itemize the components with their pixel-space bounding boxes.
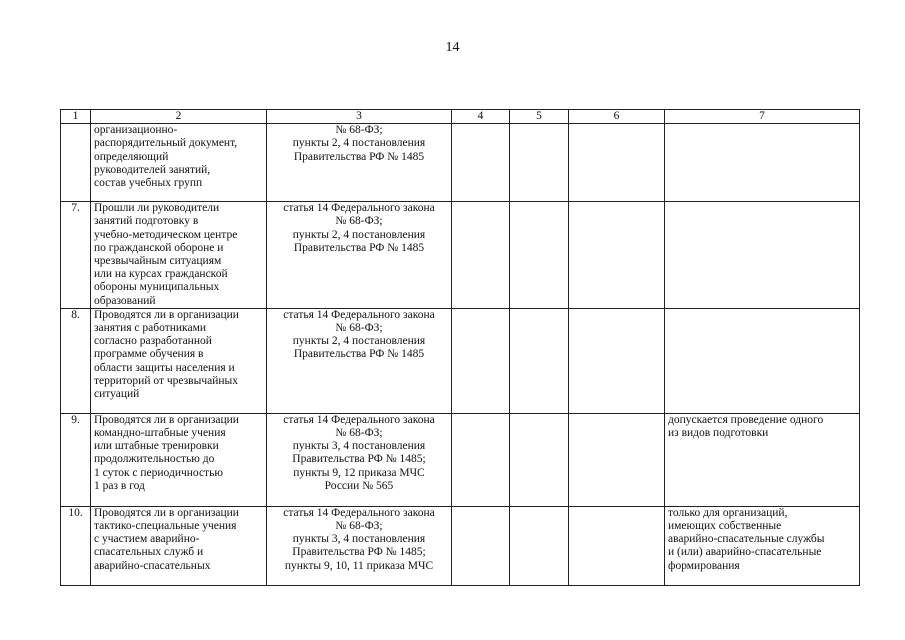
answer-no-cell xyxy=(510,506,569,585)
table-row xyxy=(61,413,860,506)
note-cell: допускается проведение одного из видов подготовки xyxy=(665,413,860,506)
header-col-2: 2 xyxy=(91,110,267,124)
table-row xyxy=(61,506,860,585)
header-col-5: 5 xyxy=(510,110,569,124)
row-number: 9. xyxy=(61,413,91,506)
answer-na-cell xyxy=(569,202,665,309)
question-cell: организационно- распорядительный документ, определяющий руководителей занятий, состав учебных групп xyxy=(91,124,267,202)
row-number: 8. xyxy=(61,308,91,413)
answer-no-cell xyxy=(510,124,569,202)
answer-yes-cell xyxy=(452,124,510,202)
reference-cell: статья 14 Федерального закона № 68-ФЗ; пункты 3, 4 постановления Правительства РФ № 1485; пункты 9, 12 приказа МЧС России № 565 xyxy=(267,413,452,506)
header-col-4: 4 xyxy=(452,110,510,124)
row-number: 10. xyxy=(61,506,91,585)
answer-yes-cell xyxy=(452,413,510,506)
note-cell xyxy=(665,202,860,309)
reference-cell: статья 14 Федерального закона № 68-ФЗ; пункты 2, 4 постановления Правительства РФ № 1485 xyxy=(267,202,452,309)
table-row xyxy=(61,308,860,413)
question-cell: Проводятся ли в организации командно-штабные учения или штабные тренировки продолжительностью до 1 суток с периодичностью 1 раз в год xyxy=(91,413,267,506)
row-number: 7. xyxy=(61,202,91,309)
answer-na-cell xyxy=(569,506,665,585)
answer-yes-cell xyxy=(452,308,510,413)
reference-cell: № 68-ФЗ; пункты 2, 4 постановления Правительства РФ № 1485 xyxy=(267,124,452,202)
answer-na-cell xyxy=(569,413,665,506)
reference-cell: статья 14 Федерального закона № 68-ФЗ; пункты 3, 4 постановления Правительства РФ № 1485; пункты 9, 10, 11 приказа МЧС xyxy=(267,506,452,585)
note-cell xyxy=(665,124,860,202)
note-cell: только для организаций, имеющих собственные аварийно-спасательные службы и (или) аварийно-спасательные формирования xyxy=(665,506,860,585)
question-cell: Прошли ли руководители занятий подготовку в учебно-методическом центре по гражданской обороне и чрезвычайным ситуациям или на курсах гражданской обороны муниципальных образований xyxy=(91,202,267,309)
answer-no-cell xyxy=(510,413,569,506)
answer-yes-cell xyxy=(452,506,510,585)
reference-cell: статья 14 Федерального закона № 68-ФЗ; пункты 2, 4 постановления Правительства РФ № 1485 xyxy=(267,308,452,413)
header-col-6: 6 xyxy=(569,110,665,124)
row-number xyxy=(61,124,91,202)
answer-no-cell xyxy=(510,308,569,413)
header-col-3: 3 xyxy=(267,110,452,124)
answer-yes-cell xyxy=(452,202,510,309)
question-cell: Проводятся ли в организации тактико-специальные учения с участием аварийно- спасательных служб и аварийно-спасательных xyxy=(91,506,267,585)
question-cell: Проводятся ли в организации занятия с работниками согласно разработанной программе обучения в области защиты населения и территорий от чрезвычайных ситуаций xyxy=(91,308,267,413)
note-cell xyxy=(665,308,860,413)
header-row xyxy=(61,110,860,124)
answer-na-cell xyxy=(569,308,665,413)
answer-no-cell xyxy=(510,202,569,309)
answer-na-cell xyxy=(569,124,665,202)
checklist-table xyxy=(60,109,860,586)
header-col-1: 1 xyxy=(61,110,91,124)
header-col-7: 7 xyxy=(665,110,860,124)
page-number: 14 xyxy=(445,40,460,55)
table-row xyxy=(61,202,860,309)
table-row xyxy=(61,124,860,202)
